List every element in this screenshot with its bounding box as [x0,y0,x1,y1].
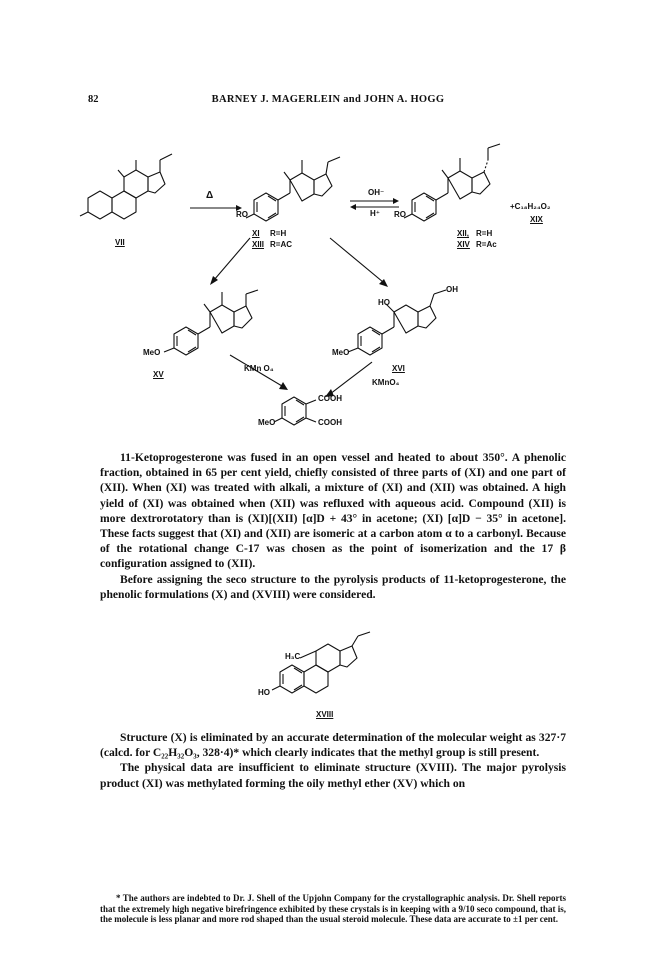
label-xv: XV [153,370,164,379]
label-ho: HO [378,298,390,307]
structure-xvi [348,290,446,355]
paragraph-4: The physical data are insufficient to eliminate structure (XVIII). The major pyrolysis product (XI) was methylated forming the oily methyl ether (XV) which on [100,761,566,790]
page-number: 82 [88,94,99,105]
footnote-text: * The authors are indebted to Dr. J. Shell of the Upjohn Company for the crystallographic analysis. Dr. Shell reports that the extremely high negative birefringence exhibited by these crystals is in keeping with a 9/10 seco compound, that is, the molecule is less planar and more rod shaped than the usual steroid molecule. These data are accurate to ±1 per cent. [100,893,566,925]
label-xi: XI [252,229,260,238]
paragraph-block-2 [100,730,566,791]
label-kmno4-left: KMn O₄ [244,364,274,373]
label-vii: VII [115,238,125,247]
label-oh: OH [446,285,458,294]
label-oh-minus: OH⁻ [368,188,385,197]
label-kmno4-right: KMnO₄ [372,378,400,387]
footnote [100,893,566,925]
label-xi-group: R=H [270,229,287,238]
structure-xii [404,144,500,221]
label-h3c: H₃C [285,652,301,661]
label-xviii: XVIII [316,710,334,719]
label-h-plus: H⁺ [370,209,380,218]
label-heat: Δ [206,190,214,201]
label-xvi: XVI [392,364,405,373]
paragraph-block-1 [100,450,566,602]
label-xiii: XIII [252,240,265,249]
label-xiv-group: R=Ac [476,240,497,249]
label-meo-right: MeO [332,348,350,357]
structure-xviii [272,632,370,693]
label-byproduct: +C₁₈H₂₄O₂ [510,202,551,211]
label-cooh-top: COOH [318,394,342,403]
label-ho-bottom: HO [258,688,270,697]
label-meo-left: MeO [143,348,161,357]
structure-acid [274,397,316,425]
label-ro-right: RO [394,210,406,219]
label-xix: XIX [530,215,543,224]
label-cooh-bottom: COOH [318,418,342,427]
paragraph-3: Structure (X) is eliminated by an accurate determination of the molecular weight as 327·7 (calcd. for C₂₂H₃₂O₃, 328·4)* which clearly indicates that the methyl group is still present. [100,731,566,760]
structure-vii [80,154,172,219]
structure-xv [164,290,258,355]
label-xiii-group: R=AC [270,240,293,249]
label-xii: XII, [457,229,470,238]
label-xiv: XIV [457,240,470,249]
paragraph-1: 11-Ketoprogesterone was fused in an open vessel and heated to about 350°. A phenolic fraction, obtained in 65 per cent yield, chiefly consisted of three parts of (XI) and one part of (XII). When (XI) was treated with alkali, a mixture of (XI) and (XII) was obtained. A high yield of (XI) was obtained when (XII) was refluxed with aqueous acid. Compound (XII) is more dextrorotatory than is (XI)[(XII) [α]D + 43° in acetone; (XI) [α]D − 35° in acetone]. These facts suggest that (XI) and (XII) are isomeric at a carbon atom α to a carbonyl. Because of the rotational change C-17 was chosen as the point of isomerization and the 17 β configuration assigned to (XII). [100,451,566,571]
label-ro-left: RO [236,210,248,219]
paragraph-2: Before assigning the seco structure to the pyrolysis products of 11-ketoprogesterone, the phenolic formulations (X) and (XVIII) were considered. [100,572,566,601]
running-head-authors: BARNEY J. MAGERLEIN and JOHN A. HOGG [211,94,445,105]
label-xii-group: R=H [476,229,493,238]
label-meo-bottom: MeO [258,418,276,427]
structure-xi [246,157,340,221]
